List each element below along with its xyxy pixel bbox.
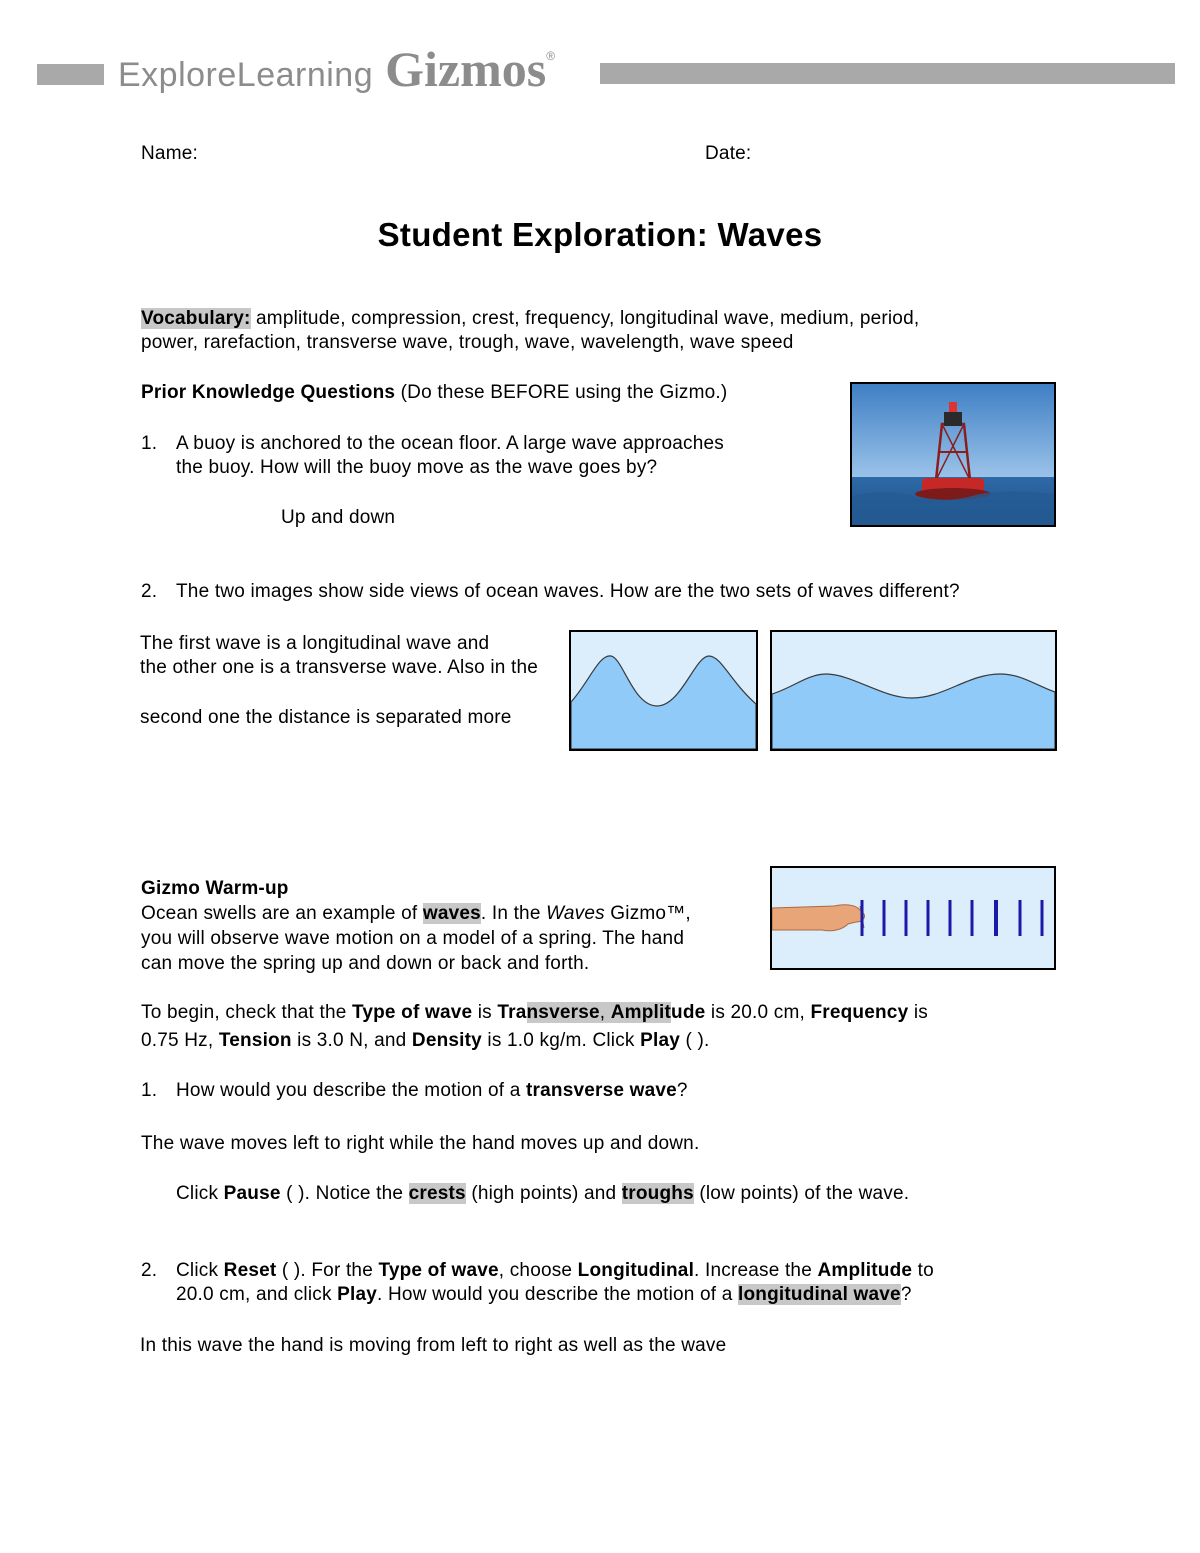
- vocabulary-line1: [141, 307, 919, 331]
- warmup-q2-line1: [176, 1259, 934, 1283]
- prior-q2-number: 2.: [141, 581, 158, 602]
- gizmo-name-italic: Waves: [546, 903, 605, 924]
- begin-amplitude-a: Amplit: [610, 1002, 672, 1023]
- prior-q1-line2: the buoy. How will the buoy move as the wave goes by?: [176, 457, 658, 478]
- begin-line2-b: is 3.0 N, and: [291, 1030, 412, 1051]
- pause-text-b: ( ). Notice the: [280, 1183, 409, 1204]
- warmup-p1-text-c: Gizmo™,: [604, 903, 691, 924]
- warmup-p1-line3: can move the spring up and down or back and forth.: [141, 953, 590, 974]
- begin-density: Density: [411, 1030, 482, 1051]
- prior-q2-text: The two images show side views of ocean waves. How are the two sets of waves different?: [176, 581, 960, 602]
- wave-image-2: [770, 630, 1057, 751]
- begin-text-a: To begin, check that the: [141, 1002, 352, 1023]
- prior-q2-answer-line1[interactable]: The first wave is a longitudinal wave and: [140, 633, 490, 654]
- prior-q1-number: 1.: [141, 433, 158, 454]
- q2-amplitude: Amplitude: [817, 1260, 913, 1281]
- hand-spring-illustration: [772, 868, 1054, 968]
- warmup-q2-number: 2.: [141, 1260, 158, 1281]
- q2-line2-a: 20.0 cm, and click: [176, 1284, 338, 1305]
- pause-bold: Pause: [223, 1183, 281, 1204]
- begin-line2-c: is 1.0 kg/m. Click: [481, 1030, 641, 1051]
- term-crests: crests: [408, 1183, 466, 1204]
- date-label: Date:: [705, 143, 752, 164]
- q2-text-a: Click: [176, 1260, 224, 1281]
- term-longitudinal-wave: longitudinal wave: [738, 1284, 901, 1305]
- q2-text-e: to: [912, 1260, 934, 1281]
- q2-text-d: . Increase the: [694, 1260, 818, 1281]
- warmup-q2-answer[interactable]: In this wave the hand is moving from left to right as well as the wave: [140, 1335, 727, 1356]
- term-waves: waves: [422, 903, 481, 924]
- begin-line2: [141, 1029, 710, 1053]
- buoy-photo: [850, 382, 1056, 527]
- warmup-q1-number: 1.: [141, 1080, 158, 1101]
- warmup-p1-text-b: . In the: [480, 903, 547, 924]
- warmup-q1-text-b: ?: [676, 1080, 688, 1101]
- page-title: Student Exploration: Waves: [377, 216, 823, 253]
- begin-play: Play: [640, 1030, 680, 1051]
- prior-q2-answer-line2[interactable]: the other one is a transverse wave. Also in the: [140, 657, 539, 678]
- brand-gizmos: Gizmos: [385, 41, 547, 97]
- prior-heading-note: (Do these BEFORE using the Gizmo.): [395, 382, 728, 403]
- buoy-illustration: [852, 384, 1054, 525]
- begin-line2-d: ( ).: [680, 1030, 710, 1051]
- begin-line2-a: 0.75 Hz,: [141, 1030, 219, 1051]
- warmup-p1-line2: you will observe wave motion on a model of a spring. The hand: [141, 928, 685, 949]
- vocabulary-label: Vocabulary:: [141, 308, 251, 329]
- warmup-q1-text: [176, 1079, 688, 1103]
- begin-type-of-wave: Type of wave: [351, 1002, 473, 1023]
- q2-longitudinal: Longitudinal: [577, 1260, 695, 1281]
- header-bar-right: [600, 63, 1175, 84]
- prior-knowledge-heading: [141, 381, 727, 405]
- term-transverse-wave: transverse wave: [526, 1080, 677, 1101]
- begin-text-c: is: [908, 1002, 928, 1023]
- prior-q1-answer[interactable]: Up and down: [281, 507, 396, 528]
- begin-line1: [141, 1001, 928, 1025]
- prior-q1-line1: A buoy is anchored to the ocean floor. A large wave approaches: [176, 433, 724, 454]
- begin-text-b: is 20.0 cm,: [705, 1002, 811, 1023]
- wave-image-1: [569, 630, 758, 751]
- begin-amplitude-b: ude: [671, 1002, 706, 1023]
- begin-transverse-b: nsverse: [526, 1002, 600, 1023]
- name-label: Name:: [141, 143, 198, 164]
- q2-line2-b: . How would you describe the motion of a: [377, 1284, 738, 1305]
- spring-hand-image: [770, 866, 1056, 970]
- pause-instruction: [176, 1182, 909, 1206]
- q2-type-of-wave: Type of wave: [378, 1260, 499, 1281]
- pause-text-d: (low points) of the wave.: [693, 1183, 910, 1204]
- warmup-q1-answer[interactable]: The wave moves left to right while the hand moves up and down.: [141, 1133, 700, 1154]
- vocabulary-line2: power, rarefaction, transverse wave, trough, wave, wavelength, wave speed: [141, 332, 794, 353]
- warmup-heading: Gizmo Warm-up: [141, 878, 289, 899]
- pause-text-a: Click: [176, 1183, 224, 1204]
- warmup-p1-text-a: Ocean swells are an example of: [141, 903, 423, 924]
- prior-heading-bold: Prior Knowledge Questions: [141, 382, 396, 403]
- prior-q2-answer-line3[interactable]: second one the distance is separated more: [140, 707, 512, 728]
- begin-comma: ,: [599, 1002, 611, 1023]
- term-troughs: troughs: [621, 1183, 694, 1204]
- begin-text-is: is: [472, 1002, 498, 1023]
- warmup-p1-line1: [141, 902, 691, 926]
- pause-text-c: (high points) and: [465, 1183, 622, 1204]
- header-bar-left: [37, 64, 104, 85]
- brand-explore: Explore: [118, 56, 237, 94]
- begin-transverse-a: Tra: [497, 1002, 527, 1023]
- q2-line2-c: ?: [900, 1284, 912, 1305]
- q2-play: Play: [337, 1284, 378, 1305]
- warmup-q2-line2: [176, 1283, 912, 1307]
- tall-waves-illustration: [571, 632, 756, 749]
- brand-reg-mark: ®: [546, 49, 556, 63]
- warmup-q1-text-a: How would you describe the motion of a: [176, 1080, 526, 1101]
- q2-text-b: ( ). For the: [276, 1260, 379, 1281]
- gentle-waves-illustration: [772, 632, 1055, 749]
- brand-logo: [118, 40, 555, 100]
- q2-text-c: , choose: [498, 1260, 578, 1281]
- begin-frequency: Frequency: [810, 1002, 909, 1023]
- q2-reset: Reset: [223, 1260, 277, 1281]
- begin-tension: Tension: [218, 1030, 292, 1051]
- brand-learning: Learning: [236, 56, 374, 94]
- vocabulary-terms-1: amplitude, compression, crest, frequency, longitudinal wave, medium, period,: [250, 308, 920, 329]
